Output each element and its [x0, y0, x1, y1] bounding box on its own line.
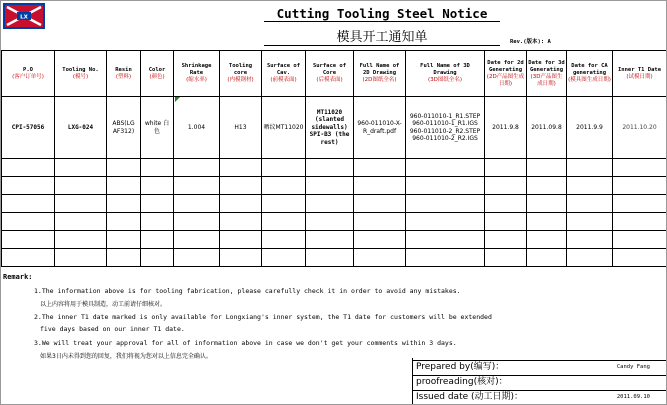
note-3-cn: 如果3日内未得到您的回复，我们将视为您对以上信息完全确认。 — [40, 353, 212, 360]
tooling-table — [1, 50, 667, 267]
header-po: P.O (客户订单号) — [2, 51, 55, 97]
cell-2d-drawing: 960-011010-X-R_draft.pdf — [354, 97, 406, 159]
header-tooling-no: Tooling No. (模号) — [55, 51, 107, 97]
cell-po: CPI-57056 — [2, 97, 55, 159]
header-2d-date: Date for 2d Generating (2D产品图生成日期) — [485, 51, 527, 97]
issued-date: Issued date (动工日期)： 2011.09.10 — [412, 390, 666, 403]
comment-marker-icon — [175, 97, 180, 102]
prepared-value: Candy Fang — [616, 364, 650, 370]
cell-cav-surface: 晒纹MT11020 — [262, 97, 306, 159]
note-3: 3.We will treat your approval for all of information above in case we don't get your comments within 3 days. — [34, 339, 457, 347]
table-row — [2, 195, 667, 213]
table-row — [2, 249, 667, 267]
remark-label: Remark: — [3, 273, 33, 281]
table-row — [2, 231, 667, 249]
proofreading: proofreading(核对)： — [412, 375, 666, 388]
title-english: Cutting Tooling Steel Notice — [264, 6, 500, 22]
header-surface-core: Surface of Core (后模表面) — [306, 51, 354, 97]
cell-2d-date: 2011.9.8 — [485, 97, 527, 159]
cell-tooling-no: LXG-024 — [55, 97, 107, 159]
table-row — [2, 213, 667, 231]
cell-3d-date: 2011.09.8 — [527, 97, 567, 159]
note-1: 1.The information above is for tooling fabrication, please carefully check it in order to avoid any mistakes. — [34, 287, 461, 295]
cell-ca-date: 2011.9.9 — [567, 97, 613, 159]
cell-resin: ABS(LG AF312) — [107, 97, 141, 159]
header-2d-drawing: Full Name of 2D Drawing (2D图纸全名) — [354, 51, 406, 97]
header-surface-cav: Surface of Cav. (前模表面) — [262, 51, 306, 97]
note-1-cn: 以上内容将用于模具制造，动工前请仔细核对。 — [40, 301, 167, 308]
header-3d-drawing: Full Name of 3D Drawing (3D图纸全名) — [406, 51, 485, 97]
header-ca-date: Date for CA generating (模具图生成日期) — [567, 51, 613, 97]
svg-text:LX: LX — [20, 14, 28, 21]
header-t1-date: Inner T1 Date (试模日期) — [613, 51, 667, 97]
cell-core: H13 — [220, 97, 262, 159]
revision-label: Rev.(版本): A — [510, 39, 551, 45]
table-row — [2, 97, 667, 159]
company-logo-icon — [3, 3, 45, 29]
cell-color: white 白色 — [141, 97, 174, 159]
header-tooling-core: Tooling core (内模钢材) — [220, 51, 262, 97]
header-row — [2, 51, 667, 97]
header-3d-date: Date for 3d Generating (3D产品图生成日期) — [527, 51, 567, 97]
issued-value: 2011.09.10 — [616, 394, 650, 400]
table-row — [2, 177, 667, 195]
prepared-by: Prepared by(编写)： Candy Fang — [412, 360, 666, 373]
note-2: 2.The inner T1 date marked is only available for Longxiang's inner system, the T1 date for customers will be extended — [34, 313, 492, 321]
note-2-cont: five days based on our inner T1 date. — [40, 325, 185, 333]
header-color: Color (颜色) — [141, 51, 174, 97]
table-row — [2, 159, 667, 177]
cell-core-surface: MT11020 (slanted sidewalls) SPI-B3 (the rest) — [306, 97, 354, 159]
cell-shrinkage: 1.004 — [174, 97, 220, 159]
header-shrinkage: Shrinkage Rate (缩水率) — [174, 51, 220, 97]
cell-3d-drawing: 960-011010-1_R1.STEP 960-011010-1_R1.IGS 960-011010-2_R2.STEP 960-011010-2_R2.IGS — [406, 97, 485, 159]
header-resin: Resin (塑料) — [107, 51, 141, 97]
title-chinese: 模具开工通知单 — [264, 30, 500, 46]
cell-t1-date: 2011.10.20 — [613, 97, 667, 159]
